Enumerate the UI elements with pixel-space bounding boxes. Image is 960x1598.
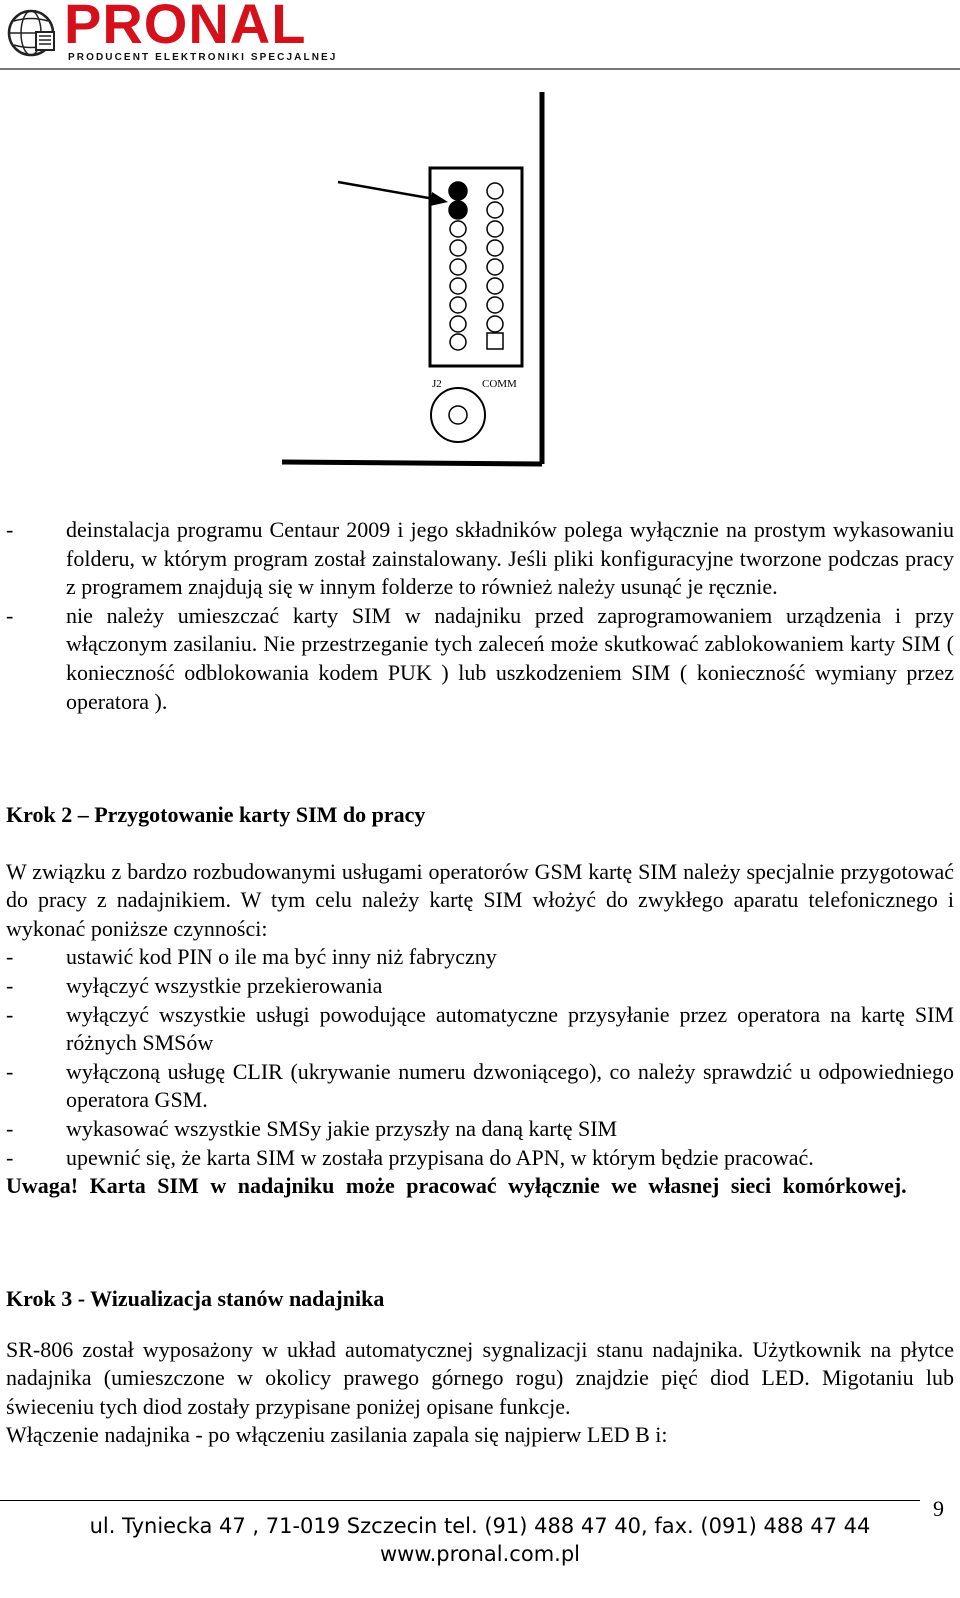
list-item — [6, 1058, 954, 1115]
brand-tagline: PRODUCENT ELEKTRONIKI SPECJALNEJ — [68, 52, 338, 63]
list-item-text: upewnić się, że karta SIM w została przypisana do APN, w którym będzie pracować. — [66, 1144, 814, 1170]
label-j2: J2 — [432, 378, 442, 390]
page-number: 9 — [933, 1496, 944, 1521]
pin-column-right — [487, 183, 503, 349]
list-item-text: nie należy umieszczać karty SIM w nadajniku przed zaprogramowaniem urządzenia i przy włączonym zasilaniu. Nie przestrzeganie tych zaleceń może skutkować zablokowaniem karty SIM ( konieczność odblokowania kodem PUK ) lub uszkodzeniem SIM ( konieczność wymiany przez operatora ). — [66, 602, 954, 714]
list-item-text: wyłączyć wszystkie usługi powodujące automatyczne przysyłanie przez operatora na kartę SIM różnych SMSów — [66, 1001, 954, 1056]
list-dash: - — [6, 1144, 14, 1170]
sim-network-warning: Uwaga! Karta SIM w nadajniku może pracować wyłącznie we własnej sieci komórkowej. — [6, 1173, 907, 1199]
notes-section — [6, 516, 954, 716]
list-item — [6, 1115, 954, 1144]
connector-diagram — [270, 88, 570, 478]
round-component — [431, 388, 485, 442]
list-item — [6, 972, 954, 1001]
list-item — [6, 1001, 954, 1058]
step2-intro: W związku z bardzo rozbudowanymi usługami operatorów GSM kartę SIM należy specjalnie przygotować do pracy z nadajnikiem. W tym celu należy kartę SIM włożyć do zwykłego aparatu telefonicznego i wykonać poniższe czynności: — [6, 858, 954, 941]
list-item-text: wyłączyć wszystkie przekierowania — [66, 972, 383, 998]
step2-heading: Krok 2 – Przygotowanie karty SIM do pracy — [6, 802, 426, 827]
step3-body: SR-806 został wyposażony w układ automatycznej sygnalizacji stanu nadajnika. Użytkownik na płytce nadajnika (umieszczone w okolicy prawego górnego rogu) znajdzie pięć diod LED. Migotaniu lub świeceniu tych diod zostały przypisane poniżej opisane funkcje. — [6, 1336, 954, 1419]
list-item — [6, 943, 954, 972]
globe-logo-icon — [6, 6, 60, 60]
list-dash: - — [6, 972, 14, 998]
list-item-text: ustawić kod PIN o ile ma być inny niż fabryczny — [66, 944, 497, 970]
list-item — [6, 516, 954, 602]
arrow-head-icon — [430, 192, 448, 206]
label-comm: COMM — [482, 378, 517, 390]
step3-heading: Krok 3 - Wizualizacja stanów nadajnika — [6, 1286, 385, 1311]
list-item-text: wykasować wszystkie SMSy jakie przyszły na daną kartę SIM — [66, 1115, 618, 1141]
comm-connector-outline — [430, 168, 522, 366]
step2-section — [6, 801, 954, 1201]
list-dash: - — [6, 1115, 14, 1141]
page-header — [0, 0, 960, 72]
footer-divider — [0, 1500, 920, 1501]
round-component-hole — [449, 406, 467, 424]
list-item — [6, 1144, 954, 1173]
board-edge-horizontal — [282, 462, 542, 464]
step3-last-line: Włączenie nadajnika - po włączeniu zasilania zapala się najpierw LED B i: — [6, 1422, 668, 1448]
list-dash: - — [6, 517, 14, 542]
brand-logo-text: PRONAL — [64, 0, 307, 55]
list-dash: - — [6, 1058, 14, 1084]
step3-section — [6, 1285, 954, 1450]
pointer-arrow — [338, 182, 440, 200]
list-dash: - — [6, 602, 14, 628]
list-dash: - — [6, 944, 14, 970]
list-dash: - — [6, 1001, 14, 1027]
footer-website[interactable]: www.pronal.com.pl — [379, 1542, 580, 1566]
list-item — [6, 602, 954, 716]
header-divider — [0, 68, 960, 70]
list-item-text: deinstalacja programu Centaur 2009 i jego składników polega wyłącznie na prostym wykasowaniu folderu, w którym program został zainstalowany. Jeśli pliki konfiguracyjne tworzone podczas pracy z programem znajdują się w innym folderze to również należy usunąć je ręcznie. — [66, 517, 954, 600]
list-item-text: wyłączoną usługę CLIR (ukrywanie numeru dzwoniącego), co należy sprawdzić u odpowiedniego operatora GSM. — [66, 1058, 954, 1113]
pin-column-left — [449, 182, 467, 350]
footer-address: ul. Tyniecka 47 , 71-019 Szczecin tel. (91) 488 47 40, fax. (091) 488 47 44 — [89, 1514, 871, 1538]
